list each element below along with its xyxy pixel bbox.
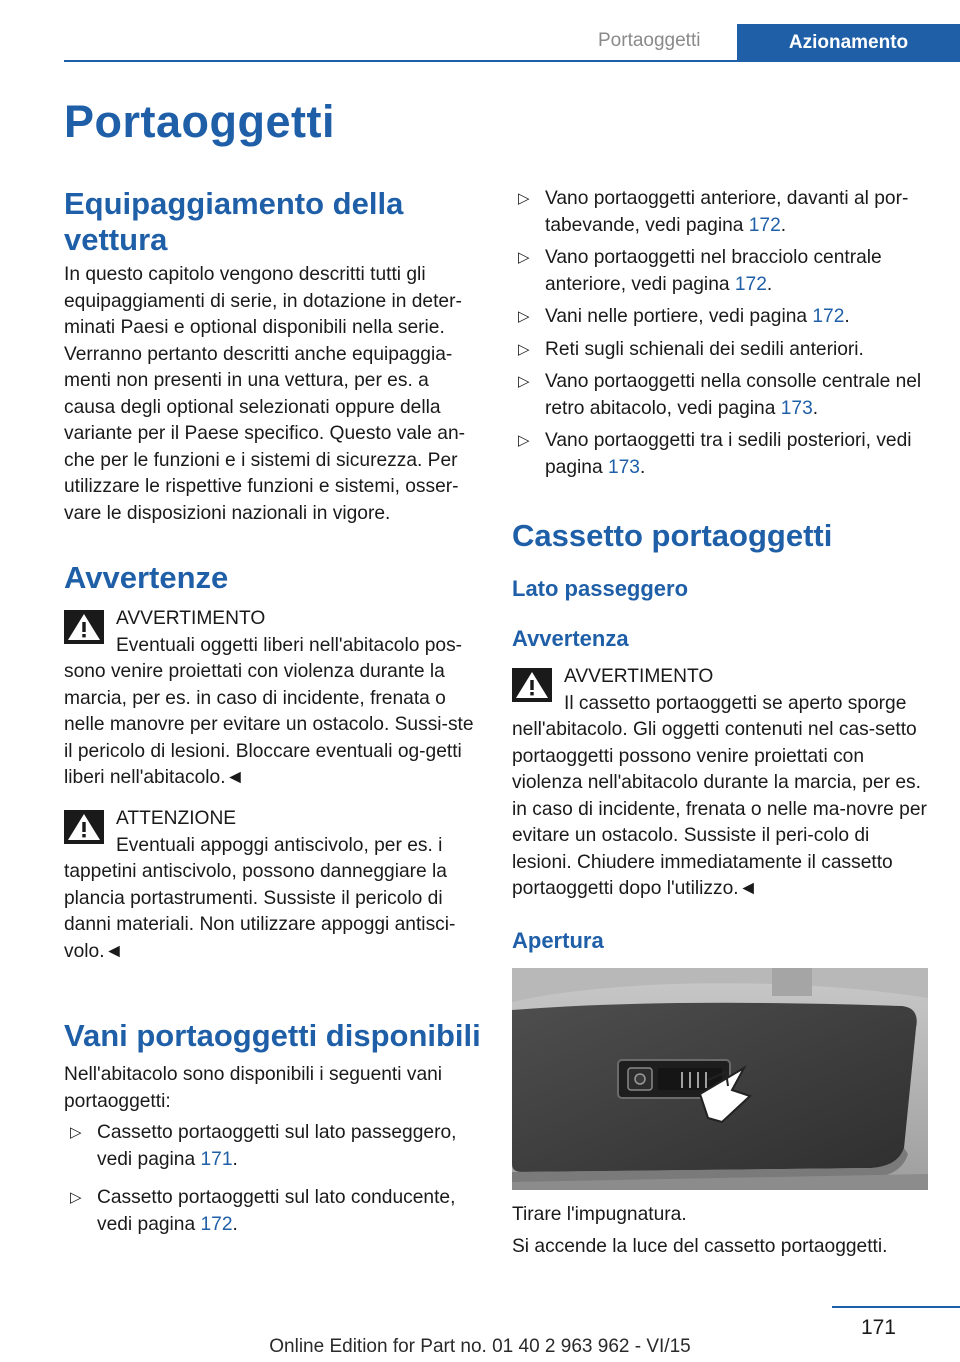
warning-2-label: ATTENZIONE [116, 808, 237, 829]
list-item: ▷ Vano portaoggetti nella consolle centrale nel retro abitacolo, vedi pagina 173. [518, 371, 922, 419]
list-item: ▷ Vano portaoggetti tra i sedili posteriori, vedi pagina 173. [518, 430, 912, 478]
storage-list-left [64, 1120, 479, 1238]
available-heading: Vani portaoggetti disponibili [64, 1018, 481, 1053]
page-link[interactable]: 173 [780, 397, 813, 419]
footer-rule [832, 1306, 960, 1308]
header-section-label: Portaoggetti [598, 30, 701, 51]
list-item: ▷ Cassetto portaoggetti sul lato conducente, vedi pagina 172. [70, 1187, 456, 1235]
page-link[interactable]: 172 [812, 306, 845, 327]
warning-block-2 [64, 806, 479, 965]
warning-2-text: Eventuali appoggi antiscivolo, per es. i tappetini antiscivolo, possono danneggiare la plancia portastrumenti. Sussiste il pericolo di danni materiali. Non utilizzare appoggi antisci-volo.◄ [64, 834, 456, 962]
warning-block-1 [64, 606, 479, 792]
page-link[interactable]: 171 [200, 1148, 233, 1170]
triangle-bullet-icon: ▷ [518, 340, 530, 358]
header-chapter-tab: Azionamento [737, 24, 960, 62]
warning-3-text: Il cassetto portaoggetti se aperto sporge nell'abitacolo. Gli oggetti contenuti nel cas-setto portaoggetti possono venire proiettati con violenza nell'abitacolo durante la marcia, per es. in caso di incidente, frenata o nelle ma-novre per evitare un ostacolo. Sussiste il peri-colo di lesioni. Chiudere immediatamente il cassetto portaoggetti dopo l'utilizzo.◄ [512, 692, 927, 899]
list-item: ▷ Reti sugli schienali dei sedili anteriori. [512, 337, 927, 364]
caption-light-on: Si accende la luce del cassetto portaoggetti. [512, 1236, 888, 1257]
triangle-bullet-icon: ▷ [518, 373, 530, 390]
opening-heading: Apertura [512, 928, 604, 953]
triangle-bullet-icon: ▷ [70, 1189, 82, 1206]
glovebox-heading: Cassetto portaoggetti [512, 518, 833, 553]
header-rule [64, 60, 960, 62]
list-item: ▷ Cassetto portaoggetti sul lato passeggero, vedi pagina 171. [70, 1122, 457, 1170]
glovebox-photo [512, 968, 928, 1190]
page-link[interactable]: 172 [734, 273, 767, 295]
page-link[interactable]: 172 [748, 214, 781, 236]
warning-icon [64, 610, 104, 644]
triangle-bullet-icon: ▷ [518, 308, 530, 325]
footer-edition-text: Online Edition for Part no. 01 40 2 963 962 - VI/15 [269, 1336, 691, 1357]
warning-icon [512, 668, 552, 702]
equipment-text: In questo capitolo vengono descritti tutti gli equipaggiamenti di serie, in dotazione in deter-minati Paesi e optional disponibili nella serie. Verranno pertanto descritti anche equipaggia-menti non presenti in una vettura, per es. a causa degli optional selezionati oppure della variante per il Paese specifico. Questo vale an-che per le funzioni e i sistemi di sicurezza. Per utilizzare le rispettive funzioni e sistemi, osser-vare le disposizioni nazionali in vigore. [64, 264, 466, 524]
chapter-title: Portaoggetti [64, 96, 335, 147]
page-link[interactable]: 172 [200, 1213, 233, 1235]
page-number: 171 [860, 1316, 896, 1339]
warning-icon [64, 810, 104, 844]
warning-block-3 [512, 664, 927, 903]
available-text: Nell'abitacolo sono disponibili i seguenti vani portaoggetti: [64, 1064, 443, 1112]
triangle-bullet-icon: ▷ [518, 432, 530, 449]
triangle-bullet-icon: ▷ [518, 190, 530, 207]
triangle-bullet-icon: ▷ [70, 1124, 82, 1141]
warning-3-label: AVVERTIMENTO [564, 666, 714, 687]
caption-pull-handle: Tirare l'impugnatura. [512, 1204, 687, 1225]
triangle-bullet-icon: ▷ [518, 249, 530, 266]
list-item: ▷ Vano portaoggetti nel bracciolo centrale anteriore, vedi pagina 172. [518, 247, 882, 295]
warnings-heading: Avvertenze [64, 560, 229, 595]
notice-heading: Avvertenza [512, 626, 629, 651]
warning-1-text: Eventuali oggetti liberi nell'abitacolo pos-sono venire proiettati con violenza durante la marcia, per es. in caso di incidente, frenata o nelle manovre per evitare un ostacolo. Sussi-ste il pericolo di lesioni. Bloccare eventuali og-getti liberi nell'abitacolo.◄ [64, 634, 474, 788]
list-item: ▷ Vani nelle portiere, vedi pagina 172. [512, 304, 927, 331]
list-item: ▷ Vano portaoggetti anteriore, davanti al por-tabevande, vedi pagina 172. [518, 188, 909, 236]
storage-list-right [512, 186, 927, 481]
passenger-side-heading: Lato passeggero [512, 576, 689, 601]
warning-1-label: AVVERTIMENTO [116, 608, 266, 629]
equipment-heading: Equipaggiamento della vettura [64, 186, 404, 257]
page-link[interactable]: 173 [607, 456, 640, 478]
